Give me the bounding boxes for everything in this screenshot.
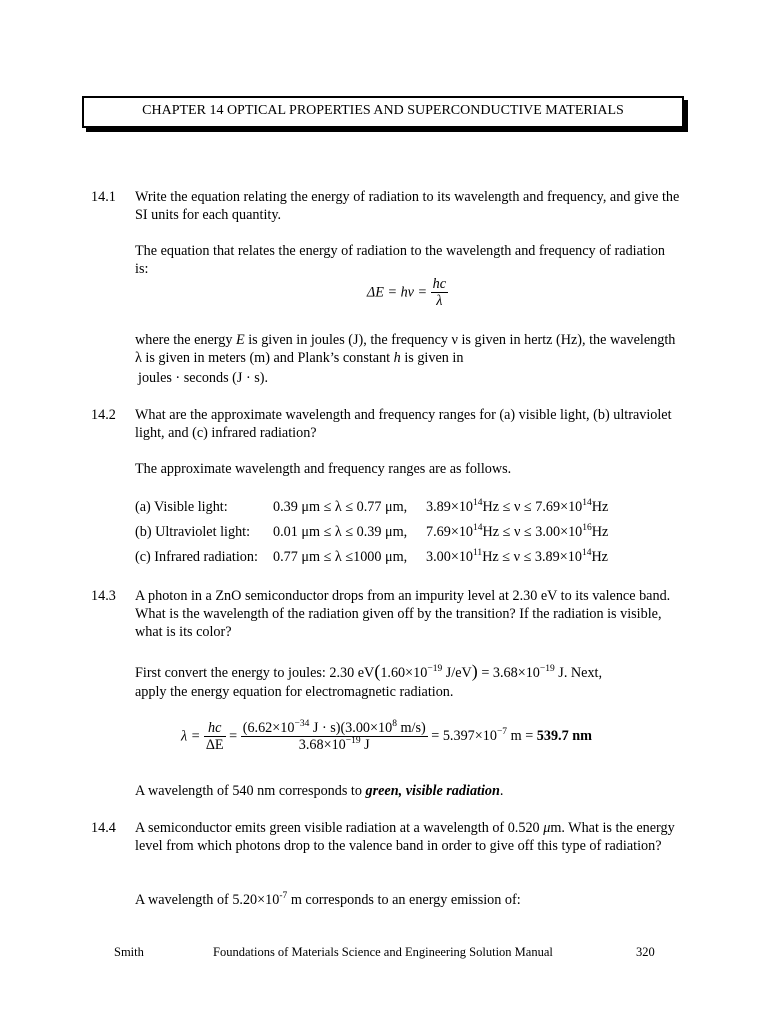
problem-14-1-question: Write the equation relating the energy of radiation to its wavelength and frequency, and give the SI units for each quantity. <box>135 189 680 223</box>
problem-14-3-answer: A wavelength of 540 nm corresponds to green, visible radiation. <box>135 783 504 799</box>
eq-result: = $5.397\times 10^{-7}$ m = 539.7 nm <box>431 727 592 745</box>
wavelength-range: 0.77 μm ≤ λ ≤1000 μm, <box>273 549 408 565</box>
problem-number-14-1: 14.1 <box>91 189 116 205</box>
problem-14-2-question: What are the approximate wavelength and frequency ranges for (a) visible light, (b) ultraviolet light, and (c) infrared radiation? <box>135 407 672 441</box>
problem-14-4-answer: A wavelength of $5.20\times 10^{-7}$ m corresponds to an energy emission of: <box>135 891 521 908</box>
range-row-infrared <box>135 548 608 566</box>
problem-14-4-question: A semiconductor emits green visible radiation at a wavelength of 0.520 μm. What is the energy level from which photons drop to the valence band in order to give off this type of radiation? <box>135 820 675 854</box>
energy-equation-denominator: λ <box>436 293 443 309</box>
wavelength-equation <box>181 720 592 754</box>
problem-14-1-intro: The equation that relates the energy of radiation to the wavelength and frequency of radiation is: <box>135 243 665 277</box>
problem-14-2-intro: The approximate wavelength and frequency ranges are as follows. <box>135 461 512 477</box>
eq-numeric-fraction: $\frac{(6.62\times 10^{-34} J \cdot s)(3.00\times 10^8 m/s)}{3.68\times 10^{-19} J}$ <box>242 719 426 753</box>
problem-14-3-question: A photon in a ZnO semiconductor drops from an impurity level at 2.30 eV to its valence band. What is the wavelength of the radiation given off by the transition? If the radiation is visible, what is its color? <box>135 588 671 640</box>
eq-hc-over-de: $\frac{hc}{\Delta E}$ <box>205 720 224 753</box>
frequency-range: $7.69\times 10^{14}Hz \le \nu \le 3.00\times 10^{16}Hz$ <box>426 523 609 540</box>
problem-14-3-conversion-cont: apply the energy equation for electromagnetic radiation. <box>135 684 454 700</box>
frequency-range: $3.89\times 10^{14}Hz \le \nu \le 7.69\times 10^{14}Hz$ <box>426 498 609 515</box>
energy-equation-lhs: ΔE = hν = <box>366 284 428 301</box>
problem-14-3-conversion: First convert the energy to joules: 2.30 $eV(1.60\times 10^{-19}$ $J/eV) = 3.68\times 10^{-19}$ J. Next, <box>135 661 603 681</box>
eq-equals: = <box>229 728 238 745</box>
wavelength-range: 0.01 μm ≤ λ ≤ 0.39 μm, <box>273 524 408 540</box>
problem-14-1-units: joules · seconds (J · s). <box>138 370 269 386</box>
chapter-title: CHAPTER 14 OPTICAL PROPERTIES AND SUPERCONDUCTIVE MATERIALS <box>142 103 624 118</box>
energy-equation <box>135 276 680 310</box>
explanation-text: is given in joules (J), the frequency ν is given in hertz (Hz), the wavelength λ is given in meters (m) and Plank’s constant <box>135 332 676 366</box>
problem-number-14-2: 14.2 <box>91 407 116 423</box>
explanation-text: where the energy <box>135 332 236 348</box>
footer-author: Smith <box>114 945 144 959</box>
range-label: (a) Visible light: <box>135 499 228 515</box>
range-label: (c) Infrared radiation: <box>135 549 258 565</box>
problem-number-14-4: 14.4 <box>91 820 116 836</box>
explanation-symbol-h: h <box>393 350 401 366</box>
problem-14-1-explanation <box>135 331 680 367</box>
problem-number-14-3: 14.3 <box>91 588 116 604</box>
range-row-ultraviolet <box>135 523 608 541</box>
footer-page-number: 320 <box>636 945 655 959</box>
eq-lambda: λ = <box>181 728 201 745</box>
wavelength-range: 0.39 μm ≤ λ ≤ 0.77 μm, <box>273 499 408 515</box>
frequency-range: $3.00\times 10^{11}Hz \le \nu \le 3.89\times 10^{14}Hz$ <box>426 548 608 565</box>
range-row-visible <box>135 498 608 516</box>
energy-equation-fraction <box>431 276 448 310</box>
explanation-text: is given in <box>400 350 464 366</box>
chapter-header <box>82 96 684 128</box>
explanation-symbol-e: E <box>235 332 245 348</box>
range-label: (b) Ultraviolet light: <box>135 524 251 540</box>
energy-equation-numerator: hc <box>432 276 447 292</box>
footer-book-title: Foundations of Materials Science and Engineering Solution Manual <box>213 945 553 959</box>
